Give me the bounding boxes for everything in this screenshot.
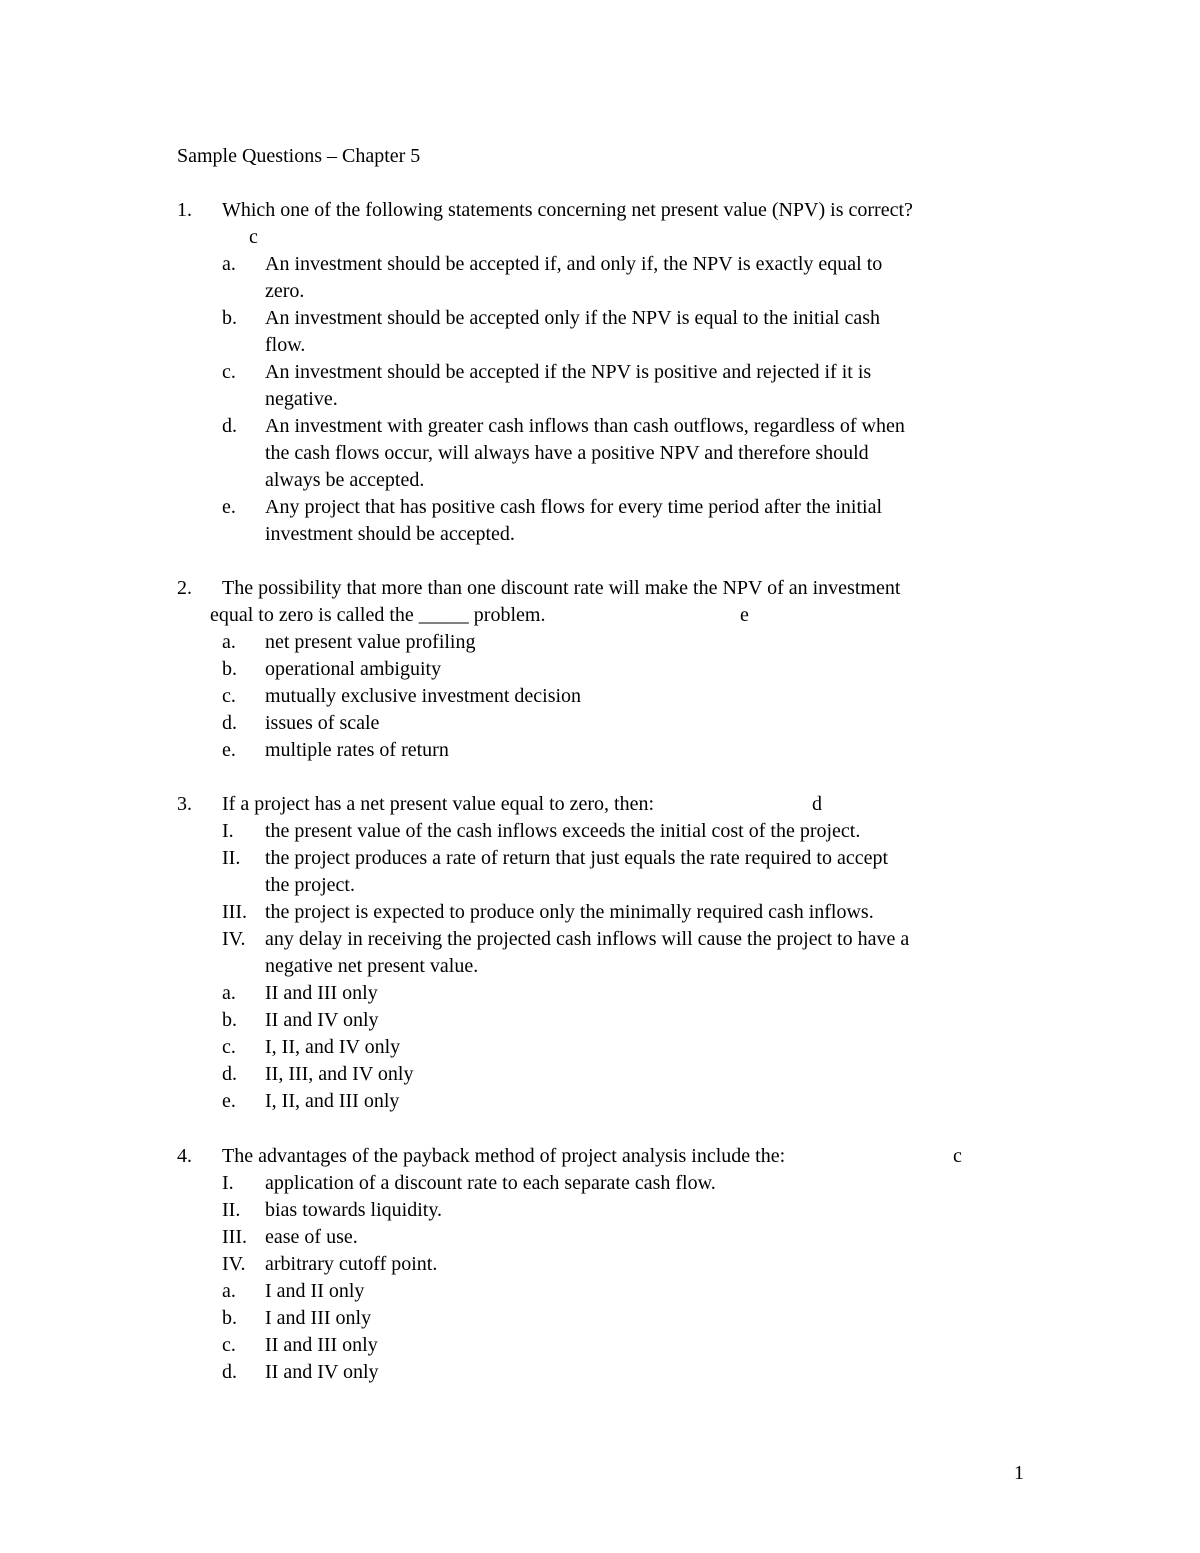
option-label: c. (222, 361, 236, 383)
option (0, 494, 1200, 548)
option (0, 710, 1200, 737)
option (0, 656, 1200, 683)
option-text: An investment should be accepted only if the NPV is equal to the initial cash flow. (265, 307, 881, 356)
option (0, 305, 1200, 359)
option (0, 1197, 1200, 1224)
option-label: c. (222, 1334, 236, 1356)
option (0, 1251, 1200, 1278)
option (0, 980, 1200, 1007)
option-label: II. (222, 1199, 241, 1221)
option-text: arbitrary cutoff point. (265, 1253, 438, 1275)
answer-key: e (740, 604, 749, 626)
option-label: II. (222, 847, 241, 869)
option (0, 1170, 1200, 1197)
option-text: net present value profiling (265, 631, 476, 653)
option-label: I. (222, 1172, 234, 1194)
option (0, 629, 1200, 656)
question-text: The possibility that more than one discount rate will make the NPV of an investment (222, 577, 901, 599)
option-label: c. (222, 1036, 236, 1058)
option-text: An investment should be accepted if the NPV is positive and rejected if it is negative. (265, 361, 872, 410)
option-label: III. (222, 1226, 247, 1248)
option-text: operational ambiguity (265, 658, 442, 680)
option (0, 737, 1200, 764)
option-label: IV. (222, 1253, 246, 1275)
option-text: issues of scale (265, 712, 380, 734)
question-number: 2. (177, 577, 192, 599)
option-text: multiple rates of return (265, 739, 449, 761)
answer-key: c (953, 1145, 962, 1167)
option-label: a. (222, 253, 236, 275)
option-label: d. (222, 1063, 237, 1085)
option (0, 1305, 1200, 1332)
page-number: 1 (1014, 1462, 1024, 1484)
option (0, 413, 1200, 494)
question-3 (0, 791, 1200, 1115)
option-label: I. (222, 820, 234, 842)
option-text: I, II, and III only (265, 1090, 400, 1112)
option-text: An investment with greater cash inflows than cash outflows, regardless of when the cash flows occur, will always have a positive NPV and therefore should always be accepted. (265, 415, 905, 491)
option-text: bias towards liquidity. (265, 1199, 443, 1221)
option (0, 926, 1200, 980)
option (0, 1278, 1200, 1305)
option (0, 1088, 1200, 1115)
option-text: II and IV only (265, 1361, 379, 1383)
option-label: d. (222, 1361, 237, 1383)
option (0, 818, 1200, 845)
option-label: e. (222, 1090, 236, 1112)
option-label: a. (222, 1280, 236, 1302)
option-text: the present value of the cash inflows exceeds the initial cost of the project. (265, 820, 861, 842)
document-title: Sample Questions – Chapter 5 (177, 145, 421, 167)
option-label: III. (222, 901, 247, 923)
option-label: a. (222, 982, 236, 1004)
option (0, 1061, 1200, 1088)
option-text: An investment should be accepted if, and only if, the NPV is exactly equal to zero. (265, 253, 883, 302)
option-text: the project is expected to produce only the minimally required cash inflows. (265, 901, 874, 923)
question-2 (0, 575, 1200, 764)
option-label: d. (222, 415, 237, 437)
answer-key: c (249, 226, 258, 248)
option-text: ease of use. (265, 1226, 358, 1248)
option (0, 1224, 1200, 1251)
option (0, 1359, 1200, 1386)
option-text: II and IV only (265, 1009, 379, 1031)
question-text: If a project has a net present value equal to zero, then: (222, 793, 655, 815)
option (0, 899, 1200, 926)
answer-key: d (812, 793, 822, 815)
option (0, 1034, 1200, 1061)
option-text: application of a discount rate to each separate cash flow. (265, 1172, 716, 1194)
question-4 (0, 1143, 1200, 1386)
option-label: a. (222, 631, 236, 653)
option-text: II and III only (265, 1334, 378, 1356)
option (0, 1332, 1200, 1359)
option (0, 251, 1200, 305)
option-text: I and II only (265, 1280, 365, 1302)
question-text: Which one of the following statements concerning net present value (NPV) is correct? (222, 199, 913, 221)
option-label: c. (222, 685, 236, 707)
option-text: I and III only (265, 1307, 372, 1329)
option-label: b. (222, 658, 237, 680)
option-text: mutually exclusive investment decision (265, 685, 582, 707)
question-1 (0, 197, 1200, 548)
option-text: II, III, and IV only (265, 1063, 414, 1085)
question-number: 4. (177, 1145, 192, 1167)
option-text: I, II, and IV only (265, 1036, 401, 1058)
option-label: e. (222, 739, 236, 761)
option-label: e. (222, 496, 236, 518)
option-text: II and III only (265, 982, 378, 1004)
option (0, 359, 1200, 413)
question-text: The advantages of the payback method of project analysis include the: (222, 1145, 786, 1167)
option-label: IV. (222, 928, 246, 950)
option (0, 1007, 1200, 1034)
option-label: b. (222, 307, 237, 329)
option-label: b. (222, 1307, 237, 1329)
option-text: the project produces a rate of return that just equals the rate required to accept the project. (265, 847, 889, 896)
option-text: any delay in receiving the projected cash inflows will cause the project to have a negative net present value. (265, 928, 910, 977)
option (0, 845, 1200, 899)
question-number: 3. (177, 793, 192, 815)
question-number: 1. (177, 199, 192, 221)
option (0, 683, 1200, 710)
question-text-continued: equal to zero is called the _____ problem. (210, 604, 546, 626)
option-text: Any project that has positive cash flows for every time period after the initial investment should be accepted. (265, 496, 883, 545)
option-label: b. (222, 1009, 237, 1031)
option-label: d. (222, 712, 237, 734)
